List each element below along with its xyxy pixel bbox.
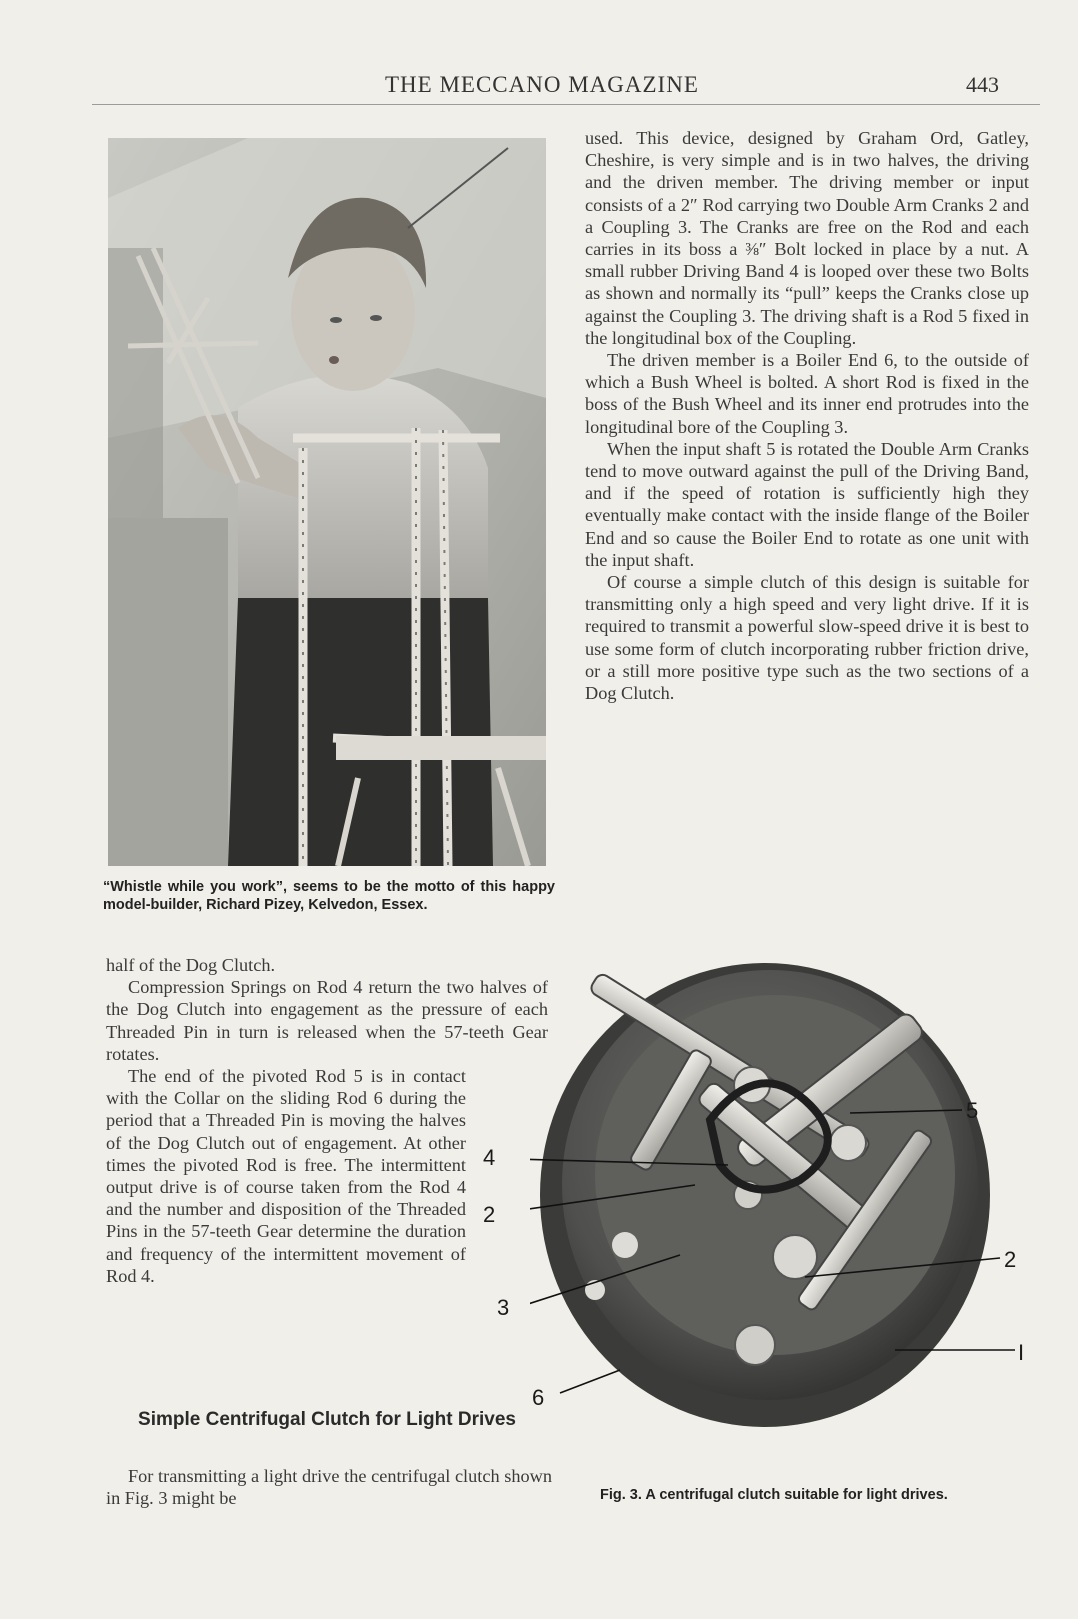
article-paragraph: half of the Dog Clutch.: [106, 955, 276, 975]
article-paragraph: When the input shaft 5 is rotated the Double Arm Cranks tend to move outward against the pull of the Driving Band, and if the speed of rotation is sufficiently high they eventually make contact with the inside flange of the Boiler End and so cause the Boiler End to rotate as one unit with the input shaft.: [585, 438, 1029, 570]
article-paragraph: Compression Springs on Rod 4 return the two halves of the Dog Clutch into engagement as the pressure of each Threaded Pin in turn is released when the 57-teeth Gear rotates.: [106, 977, 548, 1064]
right-article-column: [585, 127, 1029, 704]
figure-label-2-left: 2: [483, 1202, 496, 1227]
article-paragraph: used. This device, designed by Graham Ord, Gatley, Cheshire, is very simple and is in two halves, the driving and the driven member. The driving member or input consists of a 2″ Rod carrying two Double Arm Cranks 2 and a Coupling 3. The Cranks are free on the Rod and each carries in its boss a ⅜″ Bolt locked in place by a nut. A small rubber Driving Band 4 is looped over these two Bolts as shown and normally its “pull” keeps the Cranks close up against the Coupling 3. The driving shaft is a Rod 5 fixed in the longitudinal box of the Coupling.: [585, 128, 1029, 348]
clutch-figure: [483, 945, 1070, 1445]
boy-with-model-photo: [108, 138, 546, 866]
article-paragraph: The end of the pivoted Rod 5 is in contact with the Collar on the sliding Rod 6 during the period that a Threaded Pin is moving the halves of the Dog Clutch out of engagement. At other times the pivoted Rod is free. The intermittent output drive is of course taken from the Rod 4 and the number and disposition of the Threaded Pins in the 57-teeth Gear determine the duration and frequency of the intermittent movement of Rod 4.: [106, 1066, 466, 1286]
article-paragraph: Of course a simple clutch of this design is suitable for transmitting only a high speed and very light drive. If it is required to transmit a powerful slow-speed drive it is best to use some form of clutch incorporating rubber friction drive, or a still more positive type such as the two sections of a Dog Clutch.: [585, 572, 1029, 704]
photo-illustration: [108, 138, 546, 866]
clutch-illustration: [530, 945, 1070, 1445]
figure-label-3: 3: [497, 1295, 510, 1320]
article-paragraph: For transmitting a light drive the centrifugal clutch shown in Fig. 3 might be: [106, 1466, 552, 1509]
figure-label-2-right: 2: [1004, 1247, 1017, 1272]
figure-label-1: I: [1018, 1340, 1025, 1365]
figure-label-6: 6: [532, 1385, 545, 1410]
section-intro: [106, 1465, 552, 1510]
page-header: [0, 0, 1078, 110]
article-paragraph: The driven member is a Boiler End 6, to the outside of which a Bush Wheel is bolted. A short Rod is fixed in the boss of the Bush Wheel and its inner end protrudes into the longitudinal bore of the Coupling 3.: [585, 350, 1029, 437]
page-number: 443: [966, 72, 999, 97]
magazine-title: THE MECCANO MAGAZINE: [385, 72, 699, 97]
section-heading: Simple Centrifugal Clutch for Light Drives: [138, 1409, 516, 1430]
figure-caption: Fig. 3. A centrifugal clutch suitable for light drives.: [600, 1487, 948, 1503]
photo-caption: “Whistle while you work”, seems to be the motto of this happy model-builder, Richard Pizey, Kelvedon, Essex.: [103, 879, 555, 913]
figure-label-5: 5: [966, 1098, 979, 1123]
left-article-column: [106, 954, 548, 1287]
figure-label-4: 4: [483, 1145, 496, 1170]
header-rule: [92, 104, 1040, 105]
